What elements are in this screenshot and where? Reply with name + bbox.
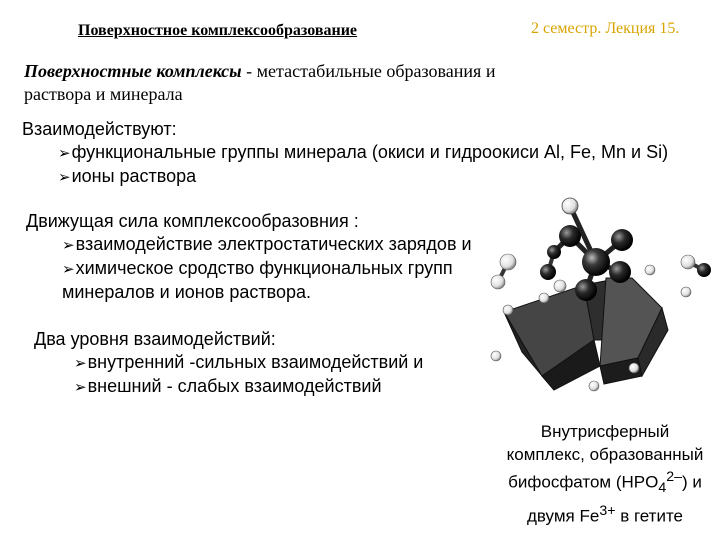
list-item: ➢химическое сродство функциональных групп [62, 258, 453, 278]
arrow-bullet-icon: ➢ [58, 144, 71, 162]
driving-force-continuation: минералов и ионов раствора. [62, 282, 311, 302]
intro-paragraph [24, 60, 624, 106]
arrow-bullet-icon: ➢ [58, 168, 71, 186]
levels-block [34, 328, 423, 399]
caption-line-1: Внутрисферный [540, 422, 670, 441]
caption-line-4: двумя $Fe^{3+}$ в гетите [526, 503, 683, 526]
list-item: ➢взаимодействие электростатических зарядов и [62, 234, 472, 254]
interaction-heading: Взаимодействуют: [22, 119, 177, 139]
intro-term: Поверхностные комплексы [24, 61, 242, 81]
list-item: ➢ионы раствора [58, 166, 197, 186]
driving-force-block [26, 210, 472, 304]
intro-line2: раствора и минерала [24, 84, 183, 104]
slide-title: Поверхностное комплексообразование [78, 22, 358, 39]
list-item: ➢внешний - слабых взаимодействий [74, 376, 382, 396]
list-item: ➢функциональные группы минерала (окиси и гидроокиси Al, Fe, Mn и Si) [58, 142, 669, 162]
caption-line-2: комплекс, образованный [506, 445, 704, 464]
arrow-bullet-icon: ➢ [62, 236, 75, 254]
arrow-bullet-icon: ➢ [62, 260, 75, 278]
caption-line-3: бифосфатом $(HPO_4^{2-})$ и [508, 469, 702, 497]
intro-rest: - метастабильные образования и [241, 61, 496, 81]
interaction-block [22, 118, 668, 189]
lecture-label: 2 семестр. Лекция 15. [531, 20, 680, 37]
driving-force-heading: Движущая сила комплексообразовния : [26, 211, 359, 231]
arrow-bullet-icon: ➢ [74, 354, 87, 372]
arrow-bullet-icon: ➢ [74, 378, 87, 396]
levels-heading: Два уровня взаимодействий: [34, 329, 276, 349]
figure-caption [494, 420, 716, 528]
molecule-icon [482, 190, 718, 410]
list-item: ➢внутренний -сильных взаимодействий и [74, 352, 424, 372]
